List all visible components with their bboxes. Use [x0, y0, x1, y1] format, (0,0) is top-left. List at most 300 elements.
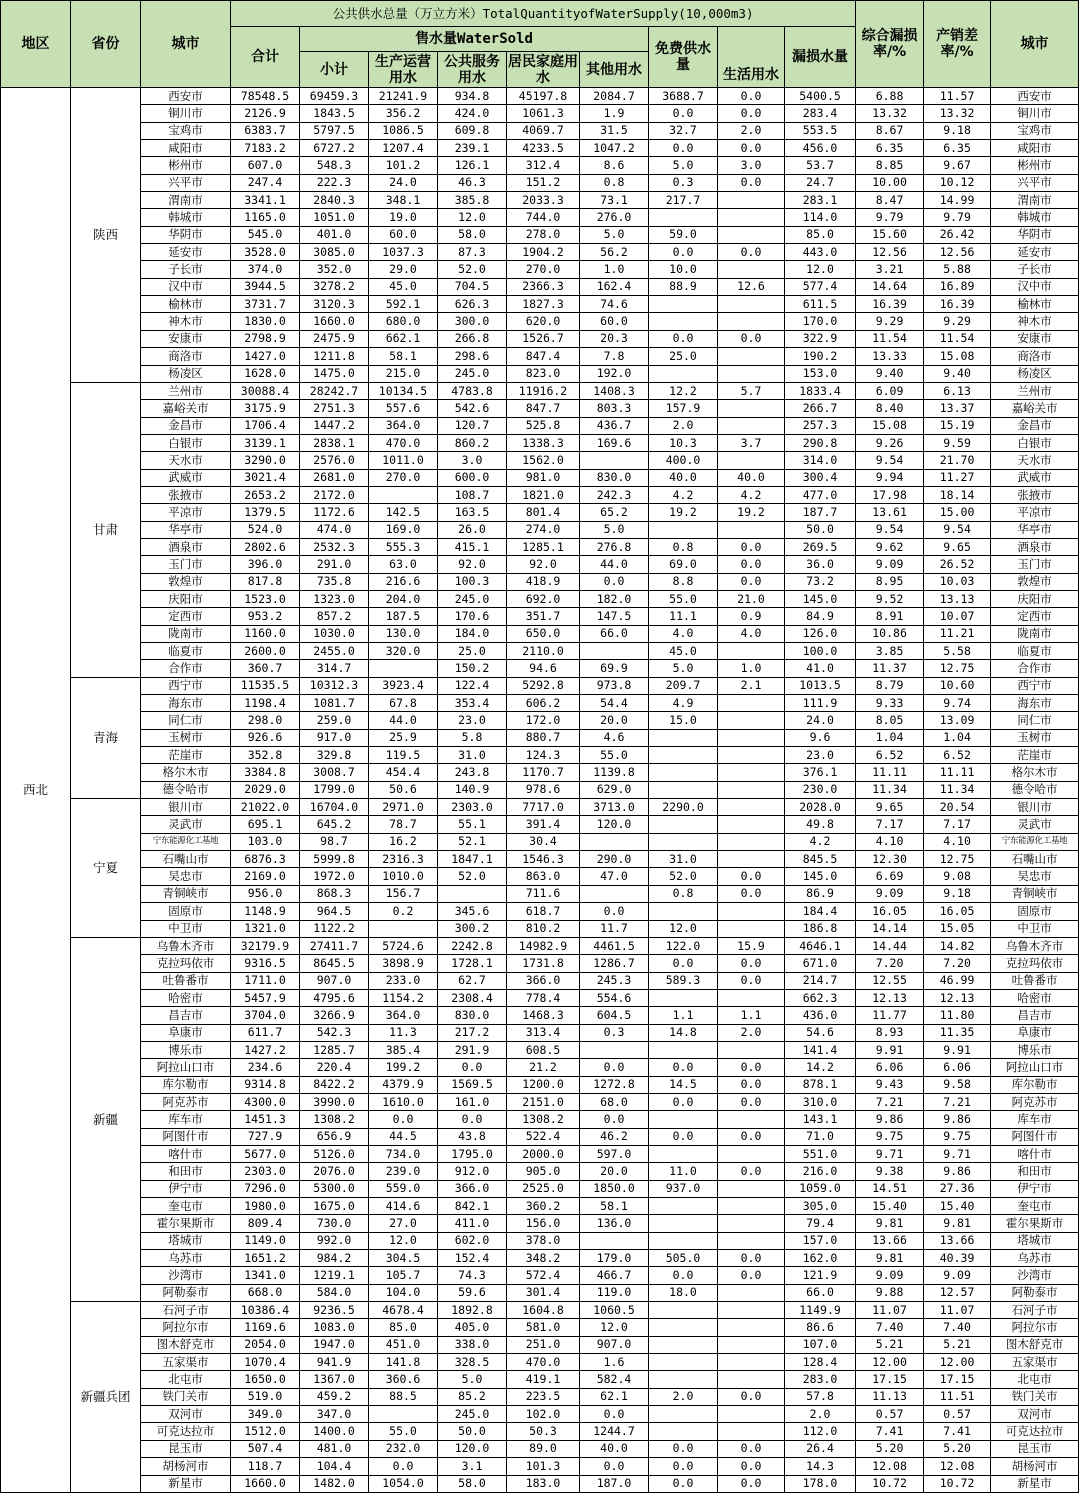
- value-cell: [718, 1232, 785, 1249]
- value-cell: 18.14: [924, 486, 991, 503]
- value-cell: 474.0: [300, 521, 369, 538]
- value-cell: 581.0: [507, 1319, 580, 1336]
- city-cell: 霍尔果斯市: [141, 1215, 231, 1232]
- value-cell: 522.4: [507, 1128, 580, 1145]
- value-cell: 52.0: [438, 868, 507, 885]
- value-cell: 26.52: [924, 556, 991, 573]
- value-cell: 1285.1: [507, 538, 580, 555]
- value-cell: 52.0: [649, 868, 718, 885]
- city-cell-right: 天水市: [991, 452, 1079, 469]
- value-cell: 553.5: [785, 122, 856, 139]
- value-cell: 349.0: [231, 1406, 300, 1423]
- value-cell: 917.0: [300, 729, 369, 746]
- value-cell: 122.4: [438, 677, 507, 694]
- header-city-right: 城市: [991, 1, 1079, 88]
- value-cell: 1.1: [718, 1007, 785, 1024]
- value-cell: 1427.0: [231, 348, 300, 365]
- value-cell: 12.0: [785, 261, 856, 278]
- value-cell: 2653.2: [231, 486, 300, 503]
- value-cell: 937.0: [649, 1180, 718, 1197]
- city-cell-right: 安康市: [991, 330, 1079, 347]
- value-cell: 4646.1: [785, 937, 856, 954]
- city-cell: 五家渠市: [141, 1354, 231, 1371]
- value-cell: 1799.0: [300, 781, 369, 798]
- table-row: [1, 608, 1079, 625]
- value-cell: 418.9: [507, 573, 580, 590]
- value-cell: 589.3: [649, 972, 718, 989]
- city-cell: 彬州市: [141, 157, 231, 174]
- value-cell: 385.4: [369, 1041, 438, 1058]
- value-cell: 0.0: [649, 1128, 718, 1145]
- value-cell: 11.7: [580, 920, 649, 937]
- value-cell: 0.0: [649, 1059, 718, 1076]
- city-cell-right: 西宁市: [991, 677, 1079, 694]
- table-row: [1, 816, 1079, 833]
- value-cell: 2455.0: [300, 643, 369, 660]
- value-cell: 3688.7: [649, 88, 718, 105]
- value-cell: 345.6: [438, 903, 507, 920]
- value-cell: [718, 816, 785, 833]
- value-cell: 8.8: [649, 573, 718, 590]
- value-cell: 7.40: [924, 1319, 991, 1336]
- city-cell: 吴忠市: [141, 868, 231, 885]
- value-cell: 0.0: [718, 1458, 785, 1475]
- value-cell: 671.0: [785, 955, 856, 972]
- value-cell: 12.57: [924, 1284, 991, 1301]
- value-cell: 257.3: [785, 417, 856, 434]
- value-cell: 629.0: [580, 781, 649, 798]
- value-cell: 14.51: [856, 1180, 924, 1197]
- value-cell: 15.08: [924, 348, 991, 365]
- value-cell: 162.4: [580, 278, 649, 295]
- value-cell: 5724.6: [369, 937, 438, 954]
- table-row: [1, 833, 1079, 850]
- value-cell: 107.0: [785, 1336, 856, 1353]
- value-cell: 121.9: [785, 1267, 856, 1284]
- value-cell: 320.0: [369, 643, 438, 660]
- value-cell: 9.40: [856, 365, 924, 382]
- value-cell: 69459.3: [300, 88, 369, 105]
- value-cell: [718, 261, 785, 278]
- city-cell: 奎屯市: [141, 1198, 231, 1215]
- value-cell: 1604.8: [507, 1302, 580, 1319]
- value-cell: 348.2: [507, 1250, 580, 1267]
- value-cell: 730.0: [300, 1215, 369, 1232]
- city-cell-right: 和田市: [991, 1163, 1079, 1180]
- table-row: [1, 920, 1079, 937]
- city-cell-right: 子长市: [991, 261, 1079, 278]
- value-cell: [718, 1336, 785, 1353]
- city-cell: 咸阳市: [141, 140, 231, 157]
- table-row: [1, 209, 1079, 226]
- value-cell: 26.0: [438, 521, 507, 538]
- value-cell: 0.0: [580, 903, 649, 920]
- value-cell: 27.36: [924, 1180, 991, 1197]
- value-cell: 953.2: [231, 608, 300, 625]
- value-cell: [369, 920, 438, 937]
- value-cell: 0.0: [649, 1093, 718, 1110]
- value-cell: 5.20: [856, 1440, 924, 1457]
- value-cell: 5457.9: [231, 989, 300, 1006]
- value-cell: 0.0: [718, 972, 785, 989]
- value-cell: 310.0: [785, 1093, 856, 1110]
- value-cell: 1070.4: [231, 1354, 300, 1371]
- city-cell-right: 华阴市: [991, 226, 1079, 243]
- value-cell: 291.9: [438, 1041, 507, 1058]
- value-cell: 2366.3: [507, 278, 580, 295]
- value-cell: 1013.5: [785, 677, 856, 694]
- city-cell: 克拉玛依市: [141, 955, 231, 972]
- value-cell: 1660.0: [300, 313, 369, 330]
- value-cell: 3266.9: [300, 1007, 369, 1024]
- value-cell: 1475.0: [300, 365, 369, 382]
- value-cell: 1367.0: [300, 1371, 369, 1388]
- city-cell-right: 敦煌市: [991, 573, 1079, 590]
- value-cell: [649, 1215, 718, 1232]
- value-cell: [718, 851, 785, 868]
- value-cell: 545.0: [231, 226, 300, 243]
- city-cell: 阿克苏市: [141, 1093, 231, 1110]
- value-cell: [649, 365, 718, 382]
- value-cell: 182.0: [580, 590, 649, 607]
- value-cell: 347.0: [300, 1406, 369, 1423]
- city-cell: 华亭市: [141, 521, 231, 538]
- city-cell: 灵武市: [141, 816, 231, 833]
- header-production: 生产运营用水: [369, 52, 438, 88]
- value-cell: 352.8: [231, 747, 300, 764]
- value-cell: 0.0: [718, 1250, 785, 1267]
- table-row: [1, 1076, 1079, 1093]
- value-cell: 28242.7: [300, 382, 369, 399]
- city-cell-right: 石嘴山市: [991, 851, 1079, 868]
- value-cell: 0.0: [718, 244, 785, 261]
- value-cell: [718, 365, 785, 382]
- value-cell: 184.4: [785, 903, 856, 920]
- table-row: [1, 278, 1079, 295]
- value-cell: 3139.1: [231, 434, 300, 451]
- value-cell: 141.8: [369, 1354, 438, 1371]
- city-cell: 昌吉市: [141, 1007, 231, 1024]
- value-cell: [649, 1406, 718, 1423]
- value-cell: 801.4: [507, 504, 580, 521]
- value-cell: 9.79: [924, 209, 991, 226]
- value-cell: 94.6: [507, 660, 580, 677]
- city-cell-right: 茫崖市: [991, 747, 1079, 764]
- value-cell: 0.8: [649, 885, 718, 902]
- city-cell: 阿勒泰市: [141, 1284, 231, 1301]
- value-cell: [718, 1198, 785, 1215]
- city-cell: 铜川市: [141, 105, 231, 122]
- city-cell: 茫崖市: [141, 747, 231, 764]
- city-cell-right: 咸阳市: [991, 140, 1079, 157]
- province-cell: 陕西: [71, 88, 141, 383]
- value-cell: 1149.0: [231, 1232, 300, 1249]
- value-cell: 45.0: [369, 278, 438, 295]
- value-cell: 120.7: [438, 417, 507, 434]
- value-cell: 0.0: [649, 140, 718, 157]
- value-cell: 6.06: [856, 1059, 924, 1076]
- value-cell: 9.81: [856, 1250, 924, 1267]
- value-cell: [718, 209, 785, 226]
- table-row: [1, 1458, 1079, 1475]
- city-cell-right: 青铜峡市: [991, 885, 1079, 902]
- table-row: [1, 1302, 1079, 1319]
- value-cell: 151.2: [507, 174, 580, 191]
- value-cell: 247.4: [231, 174, 300, 191]
- value-cell: 9.79: [856, 209, 924, 226]
- value-cell: 1051.0: [300, 209, 369, 226]
- value-cell: 3990.0: [300, 1093, 369, 1110]
- value-cell: 443.0: [785, 244, 856, 261]
- value-cell: 278.0: [507, 226, 580, 243]
- value-cell: 9.09: [856, 556, 924, 573]
- value-cell: 270.0: [507, 261, 580, 278]
- value-cell: [580, 833, 649, 850]
- value-cell: 6.88: [856, 88, 924, 105]
- table-row: [1, 157, 1079, 174]
- city-cell-right: 阿勒泰市: [991, 1284, 1079, 1301]
- city-cell-right: 白银市: [991, 434, 1079, 451]
- city-cell: 兴平市: [141, 174, 231, 191]
- city-cell-right: 嘉峪关市: [991, 400, 1079, 417]
- value-cell: 57.8: [785, 1388, 856, 1405]
- city-cell: 杨凌区: [141, 365, 231, 382]
- value-cell: 85.0: [785, 226, 856, 243]
- table-row: [1, 851, 1079, 868]
- value-cell: 0.8: [649, 538, 718, 555]
- value-cell: 11.3: [369, 1024, 438, 1041]
- value-cell: 0.0: [718, 885, 785, 902]
- value-cell: 608.5: [507, 1041, 580, 1058]
- city-cell-right: 定西市: [991, 608, 1079, 625]
- value-cell: 548.3: [300, 157, 369, 174]
- value-cell: 21241.9: [369, 88, 438, 105]
- value-cell: 551.0: [785, 1145, 856, 1162]
- value-cell: 50.0: [785, 521, 856, 538]
- value-cell: 192.0: [580, 365, 649, 382]
- value-cell: 0.0: [718, 1076, 785, 1093]
- value-cell: 15.00: [924, 504, 991, 521]
- value-cell: 1169.6: [231, 1319, 300, 1336]
- city-cell: 伊宁市: [141, 1180, 231, 1197]
- value-cell: 1833.4: [785, 382, 856, 399]
- value-cell: 2681.0: [300, 469, 369, 486]
- value-cell: 89.0: [507, 1440, 580, 1457]
- value-cell: 108.7: [438, 486, 507, 503]
- value-cell: 1308.2: [300, 1111, 369, 1128]
- header-water-sold: 售水量WaterSold: [300, 27, 649, 52]
- value-cell: [580, 452, 649, 469]
- value-cell: 3528.0: [231, 244, 300, 261]
- value-cell: 245.0: [438, 365, 507, 382]
- value-cell: 183.0: [507, 1475, 580, 1492]
- value-cell: [580, 885, 649, 902]
- value-cell: 43.8: [438, 1128, 507, 1145]
- value-cell: 1847.1: [438, 851, 507, 868]
- value-cell: 10312.3: [300, 677, 369, 694]
- value-cell: 16704.0: [300, 799, 369, 816]
- value-cell: 305.0: [785, 1198, 856, 1215]
- value-cell: 0.0: [649, 1267, 718, 1284]
- value-cell: 451.0: [369, 1336, 438, 1353]
- value-cell: 20.54: [924, 799, 991, 816]
- value-cell: 100.3: [438, 573, 507, 590]
- value-cell: 14.44: [856, 937, 924, 954]
- city-cell-right: 铁门关市: [991, 1388, 1079, 1405]
- value-cell: 170.0: [785, 313, 856, 330]
- value-cell: 105.7: [369, 1267, 438, 1284]
- value-cell: 9.81: [924, 1215, 991, 1232]
- value-cell: 6.09: [856, 382, 924, 399]
- value-cell: 20.0: [580, 1163, 649, 1180]
- value-cell: 964.5: [300, 903, 369, 920]
- value-cell: 470.0: [369, 434, 438, 451]
- city-cell-right: 玉门市: [991, 556, 1079, 573]
- table-header: [1, 1, 1079, 88]
- value-cell: 266.8: [438, 330, 507, 347]
- value-cell: 111.9: [785, 695, 856, 712]
- value-cell: 104.0: [369, 1284, 438, 1301]
- value-cell: 3.7: [718, 434, 785, 451]
- value-cell: 190.2: [785, 348, 856, 365]
- region-cell: 西北: [1, 88, 71, 1493]
- value-cell: 857.2: [300, 608, 369, 625]
- value-cell: 88.5: [369, 1388, 438, 1405]
- value-cell: 0.0: [649, 1458, 718, 1475]
- value-cell: 9.74: [924, 695, 991, 712]
- value-cell: 12.08: [924, 1458, 991, 1475]
- value-cell: 711.6: [507, 885, 580, 902]
- value-cell: [718, 1145, 785, 1162]
- city-cell-right: 固原市: [991, 903, 1079, 920]
- value-cell: 0.0: [580, 1406, 649, 1423]
- value-cell: 21.0: [718, 590, 785, 607]
- city-cell-right: 张掖市: [991, 486, 1079, 503]
- value-cell: 172.0: [507, 712, 580, 729]
- value-cell: 55.1: [438, 816, 507, 833]
- value-cell: 2.0: [649, 417, 718, 434]
- value-cell: 7717.0: [507, 799, 580, 816]
- value-cell: [718, 1423, 785, 1440]
- value-cell: 2308.4: [438, 989, 507, 1006]
- city-cell: 乌苏市: [141, 1250, 231, 1267]
- value-cell: [649, 781, 718, 798]
- value-cell: 436.0: [785, 1007, 856, 1024]
- value-cell: 1.0: [580, 261, 649, 278]
- value-cell: 245.0: [438, 590, 507, 607]
- value-cell: 16.05: [924, 903, 991, 920]
- value-cell: 0.0: [438, 1059, 507, 1076]
- table-row: [1, 417, 1079, 434]
- value-cell: 1675.0: [300, 1198, 369, 1215]
- value-cell: 5.58: [924, 643, 991, 660]
- value-cell: 338.0: [438, 1336, 507, 1353]
- value-cell: 10.72: [924, 1475, 991, 1492]
- table-row: [1, 261, 1079, 278]
- value-cell: [649, 833, 718, 850]
- value-cell: 3944.5: [231, 278, 300, 295]
- value-cell: 7.20: [856, 955, 924, 972]
- value-cell: 101.2: [369, 157, 438, 174]
- table-body: [1, 88, 1079, 1493]
- value-cell: 2084.7: [580, 88, 649, 105]
- value-cell: [649, 1336, 718, 1353]
- table-row: [1, 764, 1079, 781]
- value-cell: 19.2: [718, 504, 785, 521]
- city-cell: 青铜峡市: [141, 885, 231, 902]
- value-cell: 5999.8: [300, 851, 369, 868]
- table-row: [1, 1371, 1079, 1388]
- city-cell-right: 乌鲁木齐市: [991, 937, 1079, 954]
- value-cell: 85.2: [438, 1388, 507, 1405]
- value-cell: 10.72: [856, 1475, 924, 1492]
- city-cell-right: 神木市: [991, 313, 1079, 330]
- value-cell: [718, 313, 785, 330]
- value-cell: 0.3: [649, 174, 718, 191]
- city-cell: 延安市: [141, 244, 231, 261]
- value-cell: 7.41: [924, 1423, 991, 1440]
- value-cell: 2242.8: [438, 937, 507, 954]
- value-cell: 9.29: [856, 313, 924, 330]
- value-cell: 3731.7: [231, 296, 300, 313]
- value-cell: 222.3: [300, 174, 369, 191]
- value-cell: 276.0: [580, 209, 649, 226]
- value-cell: 830.0: [438, 1007, 507, 1024]
- value-cell: 9316.5: [231, 955, 300, 972]
- value-cell: 9.94: [856, 469, 924, 486]
- value-cell: 2798.9: [231, 330, 300, 347]
- value-cell: [718, 521, 785, 538]
- value-cell: 2971.0: [369, 799, 438, 816]
- value-cell: 2600.0: [231, 643, 300, 660]
- value-cell: 186.8: [785, 920, 856, 937]
- value-cell: 12.00: [856, 1354, 924, 1371]
- header-free-supply: 免费供水量: [649, 27, 718, 88]
- value-cell: 1628.0: [231, 365, 300, 382]
- value-cell: 215.0: [369, 365, 438, 382]
- value-cell: 2.0: [718, 122, 785, 139]
- city-cell-right: 临夏市: [991, 643, 1079, 660]
- value-cell: 245.0: [438, 1406, 507, 1423]
- value-cell: 0.0: [580, 1458, 649, 1475]
- value-cell: 1850.0: [580, 1180, 649, 1197]
- value-cell: [718, 903, 785, 920]
- value-cell: 8.05: [856, 712, 924, 729]
- province-cell: 新疆: [71, 937, 141, 1301]
- value-cell: 36.0: [785, 556, 856, 573]
- city-cell-right: 武威市: [991, 469, 1079, 486]
- table-row: [1, 1024, 1079, 1041]
- value-cell: [649, 1145, 718, 1162]
- value-cell: 55.0: [649, 590, 718, 607]
- value-cell: 607.0: [231, 157, 300, 174]
- value-cell: 69.9: [580, 660, 649, 677]
- value-cell: 9.29: [924, 313, 991, 330]
- value-cell: 1523.0: [231, 590, 300, 607]
- value-cell: 1272.8: [580, 1076, 649, 1093]
- value-cell: 1711.0: [231, 972, 300, 989]
- value-cell: 1198.4: [231, 695, 300, 712]
- value-cell: [718, 226, 785, 243]
- value-cell: 542.3: [300, 1024, 369, 1041]
- city-cell: 胡杨河市: [141, 1458, 231, 1475]
- value-cell: 15.19: [924, 417, 991, 434]
- table-row: [1, 452, 1079, 469]
- value-cell: 199.2: [369, 1059, 438, 1076]
- value-cell: 4678.4: [369, 1302, 438, 1319]
- value-cell: 27.0: [369, 1215, 438, 1232]
- province-cell: 新疆兵团: [71, 1302, 141, 1493]
